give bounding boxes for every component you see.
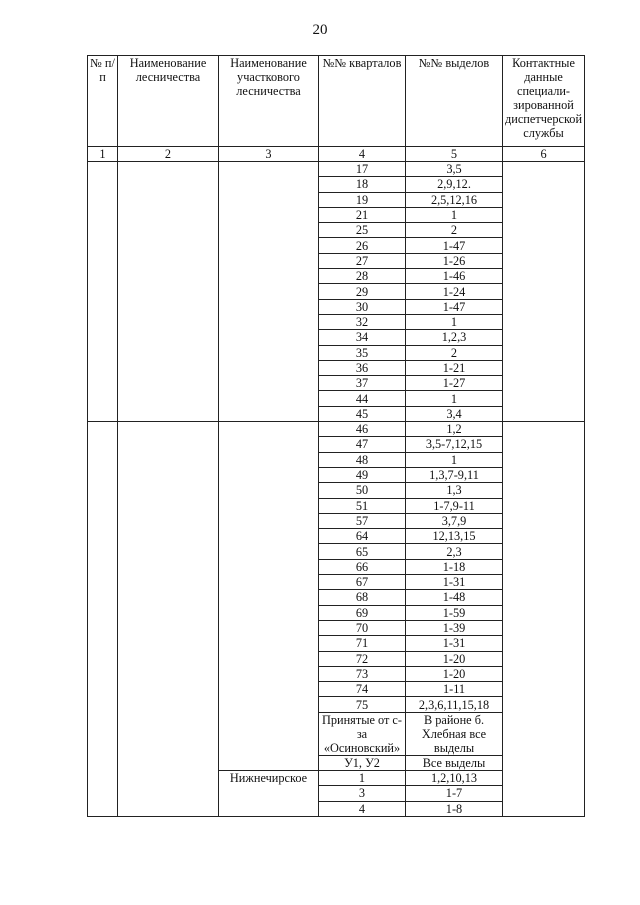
quarter-cell: Принятые от с-за «Осиновский» [319, 712, 406, 755]
sections-cell: 1-24 [406, 284, 503, 299]
sections-cell: 2,3,6,11,15,18 [406, 697, 503, 712]
header-contacts: Контактные данные специали-зированной диспетчерской службы [503, 56, 585, 147]
quarter-cell: 73 [319, 666, 406, 681]
sections-cell: 1 [406, 207, 503, 222]
sections-cell: 1-27 [406, 376, 503, 391]
sections-cell: В районе б. Хлебная все выделы [406, 712, 503, 755]
quarter-cell: 28 [319, 269, 406, 284]
quarter-cell: 35 [319, 345, 406, 360]
quarter-cell: 47 [319, 437, 406, 452]
quarter-cell: 25 [319, 223, 406, 238]
sections-cell: 1-39 [406, 620, 503, 635]
quarter-cell: 65 [319, 544, 406, 559]
header-number: № п/п [88, 56, 118, 147]
header-quarters: №№ кварталов [319, 56, 406, 147]
page-number: 20 [312, 22, 328, 38]
column-number: 4 [319, 147, 406, 162]
quarter-cell: 21 [319, 207, 406, 222]
column-number-row [88, 147, 585, 162]
quarter-cell: 44 [319, 391, 406, 406]
sections-cell: 2,9,12. [406, 177, 503, 192]
sections-cell: Все выделы [406, 755, 503, 770]
quarter-cell: 37 [319, 376, 406, 391]
quarter-cell: 1 [319, 770, 406, 785]
header-forestry: Наименование лесничества [118, 56, 219, 147]
sections-cell: 3,5 [406, 162, 503, 177]
quarter-cell: 49 [319, 467, 406, 482]
sections-cell: 3,4 [406, 406, 503, 421]
header-sections: №№ выделов [406, 56, 503, 147]
column-number: 6 [503, 147, 585, 162]
sections-cell: 1-7 [406, 786, 503, 801]
sections-cell: 1-8 [406, 801, 503, 816]
forestry-cell [118, 162, 219, 422]
sections-cell: 1,3 [406, 483, 503, 498]
sections-cell: 1 [406, 391, 503, 406]
column-number: 3 [219, 147, 319, 162]
sections-cell: 1-20 [406, 666, 503, 681]
sections-cell: 1-47 [406, 238, 503, 253]
sections-cell: 1-47 [406, 299, 503, 314]
forestry-table [87, 55, 585, 817]
sections-cell: 1-48 [406, 590, 503, 605]
contacts-cell [503, 422, 585, 817]
column-number: 2 [118, 147, 219, 162]
quarter-cell: 30 [319, 299, 406, 314]
quarter-cell: 17 [319, 162, 406, 177]
sections-cell: 1 [406, 314, 503, 329]
sections-cell: 1,2 [406, 422, 503, 437]
forestry-cell [118, 422, 219, 817]
quarter-cell: 45 [319, 406, 406, 421]
quarter-cell: 4 [319, 801, 406, 816]
quarter-cell: 27 [319, 253, 406, 268]
number-cell [88, 422, 118, 817]
quarter-cell: 64 [319, 529, 406, 544]
quarter-cell: 48 [319, 452, 406, 467]
sections-cell: 1-31 [406, 575, 503, 590]
quarter-cell: 32 [319, 314, 406, 329]
table-row [88, 162, 585, 177]
sections-cell: 2,5,12,16 [406, 192, 503, 207]
district-cell [219, 422, 319, 771]
quarter-cell: 18 [319, 177, 406, 192]
sections-cell: 1,3,7-9,11 [406, 467, 503, 482]
sections-cell: 3,5-7,12,15 [406, 437, 503, 452]
contacts-cell [503, 162, 585, 422]
quarter-cell: У1, У2 [319, 755, 406, 770]
district-cell-nizhnechirskoe: Нижнечирское [219, 770, 319, 816]
header-row [88, 56, 585, 147]
number-cell [88, 162, 118, 422]
quarter-cell: 29 [319, 284, 406, 299]
quarter-cell: 19 [319, 192, 406, 207]
quarter-cell: 74 [319, 682, 406, 697]
column-number: 5 [406, 147, 503, 162]
quarter-cell: 68 [319, 590, 406, 605]
quarter-cell: 34 [319, 330, 406, 345]
sections-cell: 1-26 [406, 253, 503, 268]
sections-cell: 3,7,9 [406, 513, 503, 528]
quarter-cell: 50 [319, 483, 406, 498]
sections-cell: 1-46 [406, 269, 503, 284]
quarter-cell: 71 [319, 636, 406, 651]
quarter-cell: 26 [319, 238, 406, 253]
sections-cell: 1,2,3 [406, 330, 503, 345]
quarter-cell: 75 [319, 697, 406, 712]
sections-cell: 1-18 [406, 559, 503, 574]
district-cell [219, 162, 319, 422]
quarter-cell: 66 [319, 559, 406, 574]
sections-cell: 1-59 [406, 605, 503, 620]
sections-cell: 2 [406, 223, 503, 238]
sections-cell: 1,2,10,13 [406, 770, 503, 785]
sections-cell: 2,3 [406, 544, 503, 559]
quarter-cell: 36 [319, 360, 406, 375]
quarter-cell: 3 [319, 786, 406, 801]
quarter-cell: 46 [319, 422, 406, 437]
header-district-forestry: Наименование участкового лесничества [219, 56, 319, 147]
quarter-cell: 51 [319, 498, 406, 513]
sections-cell: 1-11 [406, 682, 503, 697]
sections-cell: 1 [406, 452, 503, 467]
column-number: 1 [88, 147, 118, 162]
sections-cell: 1-31 [406, 636, 503, 651]
quarter-cell: 70 [319, 620, 406, 635]
table-row [88, 422, 585, 437]
quarter-cell: 67 [319, 575, 406, 590]
sections-cell: 12,13,15 [406, 529, 503, 544]
table-body [88, 162, 585, 817]
sections-cell: 1-20 [406, 651, 503, 666]
quarter-cell: 69 [319, 605, 406, 620]
quarter-cell: 57 [319, 513, 406, 528]
sections-cell: 1-21 [406, 360, 503, 375]
sections-cell: 2 [406, 345, 503, 360]
quarter-cell: 72 [319, 651, 406, 666]
sections-cell: 1-7,9-11 [406, 498, 503, 513]
